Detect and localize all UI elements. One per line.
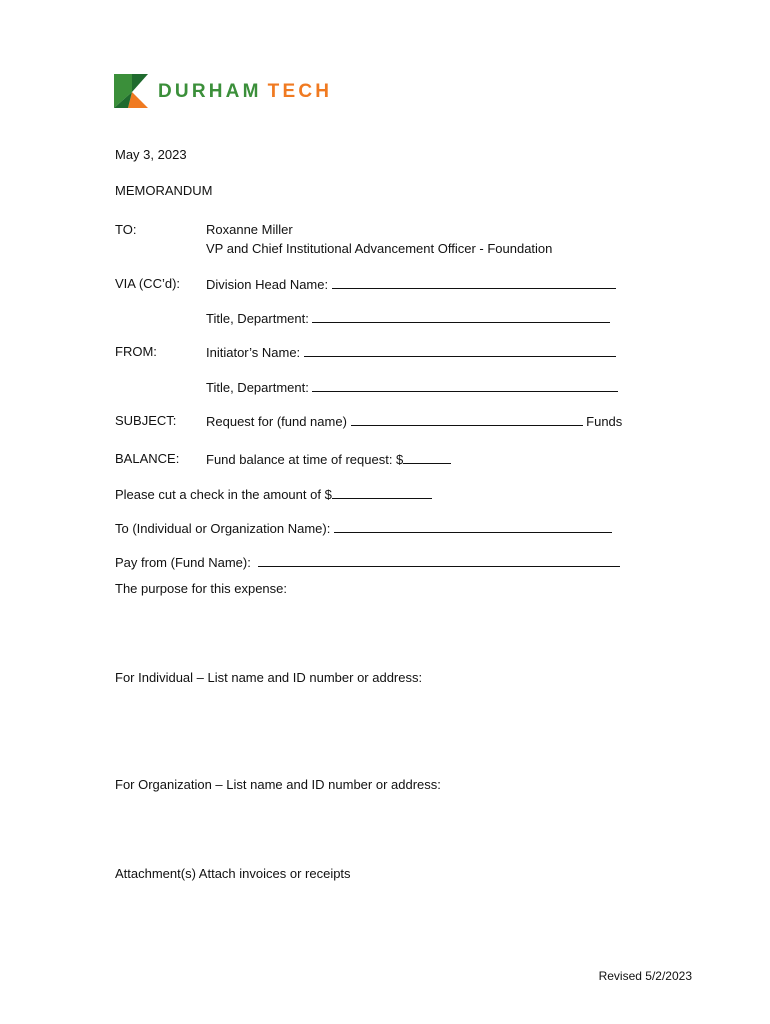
- balance-label: BALANCE:: [115, 451, 180, 466]
- balance-text: Fund balance at time of request: $: [206, 452, 404, 467]
- subject-label: SUBJECT:: [115, 413, 177, 428]
- from-label: FROM:: [115, 344, 157, 359]
- to-title: VP and Chief Institutional Advancement Officer - Foundation: [206, 241, 553, 256]
- pay-from-line[interactable]: [258, 554, 620, 567]
- check-amount-row: [115, 486, 432, 503]
- from-initiator-line[interactable]: [304, 344, 616, 357]
- pay-from-text: Pay from (Fund Name):: [115, 555, 251, 570]
- revised-date: Revised 5/2/2023: [598, 969, 692, 983]
- pay-from-row: [115, 554, 620, 571]
- subject-suffix: Funds: [586, 414, 623, 429]
- individual-label: For Individual – List name and ID number or address:: [115, 670, 423, 685]
- logo-word-tech: TECH: [267, 81, 333, 102]
- via-division-head-row: [206, 276, 616, 293]
- check-amount-text: Please cut a check in the amount of $: [115, 487, 332, 502]
- memo-heading: MEMORANDUM: [115, 183, 213, 198]
- logo-word-durham: DURHAM: [158, 81, 262, 102]
- from-title-label: Title, Department:: [206, 380, 309, 395]
- via-title-line[interactable]: [312, 310, 610, 323]
- via-division-head-line[interactable]: [332, 276, 616, 289]
- durham-tech-logo: [114, 74, 334, 110]
- from-initiator-label: Initiator’s Name:: [206, 345, 301, 360]
- purpose-label: The purpose for this expense:: [115, 581, 287, 596]
- via-label: VIA (CC’d):: [115, 276, 181, 291]
- from-title-row: [206, 379, 618, 396]
- from-initiator-row: [206, 344, 616, 361]
- balance-row: [206, 451, 451, 468]
- to-name-line[interactable]: [334, 520, 612, 533]
- organization-label: For Organization – List name and ID number or address:: [115, 777, 441, 792]
- check-amount-line[interactable]: [332, 486, 432, 499]
- to-name: Roxanne Miller: [206, 222, 293, 237]
- subject-row: [206, 413, 622, 430]
- subject-fund-line[interactable]: [351, 413, 583, 426]
- to-name-text: To (Individual or Organization Name):: [115, 521, 331, 536]
- subject-prefix: Request for (fund name): [206, 414, 347, 429]
- from-title-line[interactable]: [312, 379, 618, 392]
- balance-line[interactable]: [403, 451, 451, 464]
- memo-date: May 3, 2023: [115, 147, 187, 162]
- to-label: TO:: [115, 222, 137, 237]
- attachments-label: Attachment(s) Attach invoices or receipts: [115, 866, 351, 881]
- via-division-head-label: Division Head Name:: [206, 277, 329, 292]
- to-name-row: [115, 520, 612, 537]
- logo-mark-icon: [114, 74, 150, 110]
- via-title-label: Title, Department:: [206, 311, 309, 326]
- via-title-row: [206, 310, 610, 327]
